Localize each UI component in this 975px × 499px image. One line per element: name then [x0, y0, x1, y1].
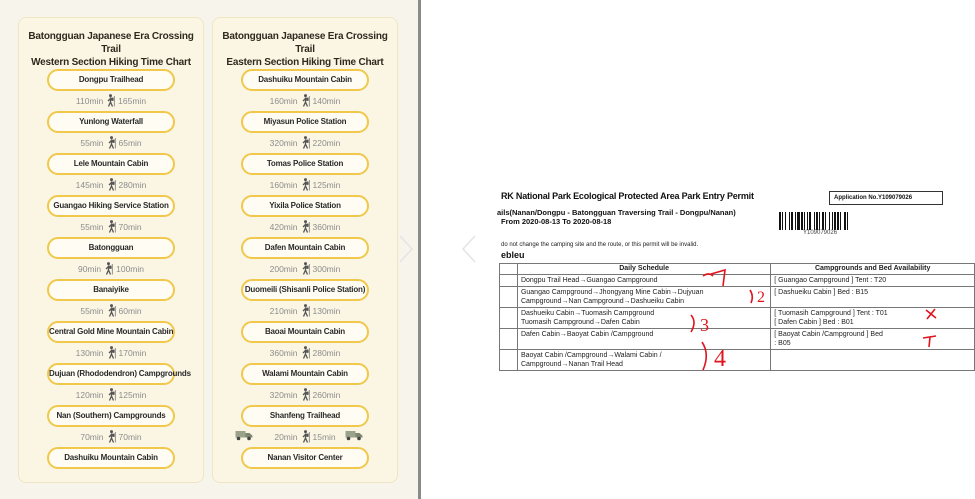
- time-downhill: 65min: [118, 138, 142, 148]
- handwritten-arrow-mark: [922, 332, 938, 348]
- west-station[interactable]: Banaiyike: [47, 279, 175, 301]
- handwritten-number-2: [748, 286, 774, 306]
- row-index-cell: [500, 350, 518, 371]
- permit-title: RK National Park Ecological Protected Area Park Entry Permit: [501, 191, 754, 201]
- hiker-icon: [301, 346, 310, 359]
- time-uphill: 360min: [269, 348, 298, 358]
- time-uphill: 90min: [77, 264, 102, 274]
- time-downhill: 170min: [118, 348, 147, 358]
- east-time-row: [213, 262, 397, 276]
- header-daily-schedule: Daily Schedule: [517, 264, 770, 275]
- campground-line: [ Baoyat Cabin /Campground ] Bed: [774, 331, 883, 338]
- east-title-line1: Batongguan Japanese Era Crossing Trail: [222, 31, 388, 55]
- application-number-box: Application No.Y109079026: [829, 191, 943, 205]
- hiker-icon: [107, 136, 116, 149]
- hiker-icon: [301, 388, 310, 401]
- east-time-row: [213, 388, 397, 402]
- time-uphill: 320min: [269, 390, 298, 400]
- time-downhill: 300min: [312, 264, 341, 274]
- schedule-section-label: ebleu: [501, 250, 525, 260]
- barcode-image: [779, 212, 883, 230]
- west-time-row: [19, 136, 203, 150]
- east-time-row: [213, 94, 397, 108]
- east-station[interactable]: Dafen Mountain Cabin: [241, 237, 369, 259]
- handwriting-label-4: 4: [714, 346, 726, 372]
- east-time-row: [213, 178, 397, 192]
- handwriting-label-2: 2: [757, 289, 765, 306]
- time-downhill: 280min: [118, 180, 147, 190]
- hiker-icon: [107, 388, 116, 401]
- handwritten-number-1: [701, 266, 741, 288]
- time-downhill: 70min: [118, 222, 142, 232]
- row-index-cell: [500, 308, 518, 329]
- time-uphill: 200min: [269, 264, 298, 274]
- east-hiking-chart: [212, 17, 398, 483]
- west-station[interactable]: Dongpu Trailhead: [47, 69, 175, 91]
- campground-cell: [771, 329, 975, 350]
- schedule-line: Tuomasih Campground→Dafen Cabin: [520, 319, 640, 326]
- time-uphill: 55min: [80, 222, 104, 232]
- hiker-icon: [107, 220, 116, 233]
- schedule-line: Campground→Nanan Trail Head: [520, 361, 623, 368]
- hiker-icon: [301, 304, 310, 317]
- schedule-line: Guangao Campground→Jhongyang Mine Cabin→Dujyuan: [520, 289, 704, 296]
- hiker-icon: [301, 178, 310, 191]
- time-uphill: 420min: [269, 222, 298, 232]
- hiker-icon: [107, 304, 116, 317]
- time-uphill: 120min: [75, 390, 104, 400]
- west-time-row: [19, 178, 203, 192]
- east-station[interactable]: Nanan Visitor Center: [241, 447, 369, 469]
- west-time-row: [19, 346, 203, 360]
- permit-notice: do not change the camping site and the route, or this permit will be invalid.: [501, 242, 699, 248]
- east-station[interactable]: Dashuiku Mountain Cabin: [241, 69, 369, 91]
- time-uphill: 320min: [269, 138, 298, 148]
- permit-dates: From 2020-08-13 To 2020-08-18: [501, 217, 612, 226]
- time-uphill: 55min: [80, 138, 104, 148]
- row-index-cell: [500, 275, 518, 287]
- west-hiking-chart: [18, 17, 204, 483]
- campground-line: [ Dashueiku Cabin ] Bed : B15: [774, 289, 869, 296]
- west-time-row: [19, 388, 203, 402]
- time-downhill: 125min: [118, 390, 147, 400]
- west-station[interactable]: Dashuiku Mountain Cabin: [47, 447, 175, 469]
- west-time-row: [19, 220, 203, 234]
- time-uphill: 130min: [75, 348, 104, 358]
- west-title-line1: Batongguan Japanese Era Crossing Trail: [28, 31, 194, 55]
- time-uphill: 70min: [80, 432, 104, 442]
- east-station[interactable]: Tomas Police Station: [241, 153, 369, 175]
- time-uphill: 55min: [80, 306, 104, 316]
- east-station[interactable]: Baoai Mountain Cabin: [241, 321, 369, 343]
- entry-permit-document: [421, 0, 975, 499]
- east-station[interactable]: Duomeili (Shisanli Police Station): [241, 279, 369, 301]
- campground-cell: [771, 287, 975, 308]
- handwriting-label-3: 3: [700, 315, 709, 335]
- west-station[interactable]: Yunlong Waterfall: [47, 111, 175, 133]
- time-downhill: 220min: [312, 138, 341, 148]
- header-campgrounds: Campgrounds and Bed Availability: [771, 264, 975, 275]
- truck-icon-left: [235, 429, 253, 441]
- time-downhill: 260min: [312, 390, 341, 400]
- west-station[interactable]: Lele Mountain Cabin: [47, 153, 175, 175]
- time-downhill: 165min: [118, 96, 147, 106]
- west-station[interactable]: Nan (Southern) Campgrounds: [47, 405, 175, 427]
- east-chart-title: [213, 30, 397, 69]
- table-row: [500, 287, 975, 308]
- hiker-icon: [301, 220, 310, 233]
- schedule-cell: [517, 308, 770, 329]
- time-downhill: 60min: [118, 306, 142, 316]
- hiker-icon: [301, 262, 310, 275]
- east-time-row: [213, 220, 397, 234]
- time-downhill: 100min: [116, 264, 145, 274]
- west-station[interactable]: Dujuan (Rhododendron) Campgrounds: [47, 363, 175, 385]
- west-time-row: [19, 262, 203, 276]
- handwritten-number-3: [689, 312, 723, 336]
- campground-line: [ Guangao Campground ] Tent : T20: [774, 277, 887, 284]
- west-station[interactable]: Guangao Hiking Service Station: [47, 195, 175, 217]
- east-station[interactable]: Shanfeng Trailhead: [241, 405, 369, 427]
- time-downhill: 130min: [312, 306, 341, 316]
- hiker-icon: [106, 94, 115, 107]
- hiker-icon: [301, 94, 310, 107]
- time-downhill: 70min: [118, 432, 142, 442]
- row-index-cell: [500, 287, 518, 308]
- campground-cell: [771, 275, 975, 287]
- permit-trail-name: ails(Nanan/Dongpu - Batongguan Traversing Trail - Dongpu/Nanan): [497, 208, 736, 217]
- hiker-icon: [301, 430, 310, 443]
- table-header-cell: [500, 264, 518, 275]
- hiker-icon: [104, 262, 113, 275]
- time-downhill: 280min: [312, 348, 341, 358]
- schedule-line: Dafen Cabin→Baoyat Cabin /Campground: [520, 331, 654, 338]
- permit-trail: [497, 208, 736, 226]
- hiker-icon: [301, 136, 310, 149]
- west-time-row: [19, 430, 203, 444]
- row-index-cell: [500, 329, 518, 350]
- time-uphill: 20min: [274, 432, 298, 442]
- handwritten-number-4: [700, 340, 744, 374]
- campground-line: [ Tuomasih Campground ] Tent : T01: [774, 310, 888, 317]
- campground-cell: [771, 350, 975, 371]
- time-uphill: 110min: [75, 96, 104, 106]
- east-station[interactable]: Walami Mountain Cabin: [241, 363, 369, 385]
- handwriting-label-1: 1: [717, 283, 718, 284]
- hiker-icon: [107, 430, 116, 443]
- time-uphill: 160min: [269, 96, 298, 106]
- truck-icon-right: [345, 429, 363, 441]
- east-time-row: [213, 346, 397, 360]
- time-uphill: 160min: [269, 180, 298, 190]
- schedule-line: Dashueiku Cabin→Tuomasih Campground: [520, 310, 655, 317]
- time-downhill: 125min: [312, 180, 341, 190]
- time-downhill: 360min: [312, 222, 341, 232]
- west-station[interactable]: Batongguan: [47, 237, 175, 259]
- east-time-row: [213, 304, 397, 318]
- chevron-right-icon[interactable]: [398, 234, 414, 264]
- hiker-icon: [107, 346, 116, 359]
- schedule-line: Campground→Nan Campground→Dashueiku Cabin: [520, 298, 684, 305]
- west-station[interactable]: Central Gold Mine Mountain Cabin: [47, 321, 175, 343]
- schedule-line: Dongpu Trail Head→Guangao Campground: [520, 277, 658, 284]
- schedule-line: Baoyat Cabin /Campground→Walami Cabin /: [520, 352, 662, 359]
- west-title-line2: Western Section Hiking Time Chart: [31, 57, 191, 68]
- handwritten-cross-mark: [924, 307, 938, 321]
- west-time-row: [19, 304, 203, 318]
- east-title-line2: Eastern Section Hiking Time Chart: [226, 57, 384, 68]
- time-uphill: 145min: [75, 180, 104, 190]
- west-time-row: [19, 94, 203, 108]
- campground-line: [ Dafen Cabin ] Bed : B01: [774, 319, 854, 326]
- time-uphill: 210min: [269, 306, 298, 316]
- table-row: [500, 308, 975, 329]
- schedule-cell: [517, 287, 770, 308]
- hiker-icon: [107, 178, 116, 191]
- west-chart-title: [19, 30, 203, 69]
- campground-line: : B05: [774, 340, 791, 347]
- time-downhill: 15min: [312, 432, 336, 442]
- east-station[interactable]: Miyasun Police Station: [241, 111, 369, 133]
- campground-cell: [771, 308, 975, 329]
- time-downhill: 140min: [312, 96, 341, 106]
- east-station[interactable]: Yixila Police Station: [241, 195, 369, 217]
- east-time-row: [213, 136, 397, 150]
- barcode-number: Y109079026: [803, 230, 838, 236]
